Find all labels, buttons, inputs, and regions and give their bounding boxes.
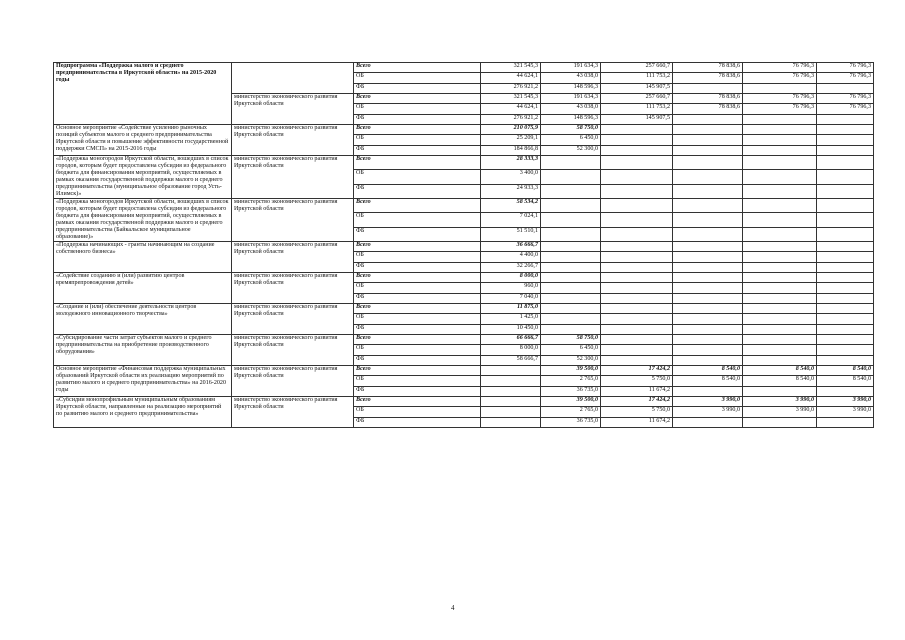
value-cell — [541, 156, 601, 170]
value-cell — [673, 84, 743, 94]
value-cell — [673, 125, 743, 135]
value-cell — [743, 212, 817, 227]
value-cell — [541, 242, 601, 252]
value-cell: 78 838,6 — [673, 94, 743, 104]
value-cell: 3 990,0 — [743, 397, 817, 407]
value-cell — [743, 273, 817, 283]
executor-name: министерство экономического развития Иркутской области — [232, 199, 354, 242]
value-cell — [481, 366, 541, 376]
value-cell — [743, 228, 817, 242]
value-cell: 148 596,3 — [541, 84, 601, 94]
value-cell: 51 510,1 — [481, 228, 541, 242]
value-cell: 3 400,0 — [481, 169, 541, 184]
total-label: Всего — [354, 335, 481, 345]
federal-budget-label: ФБ — [354, 228, 481, 242]
total-label: Всего — [354, 63, 481, 73]
total-label: Всего — [354, 304, 481, 314]
value-cell: 58 666,7 — [481, 356, 541, 366]
table-row — [54, 335, 874, 345]
program-name: «Поддержка моногородов Иркутской области, вошедших в список городов, которым будет предоставлена субсидия из федерального бюджета для финансирования мероприятий, осуществляемых в рамках оказания государственной поддержки малого и среднего предпринимательства (Байкальское муниципальное образование)» — [54, 199, 232, 242]
value-cell — [481, 407, 541, 418]
value-cell: 44 624,1 — [481, 73, 541, 84]
value-cell — [817, 356, 874, 366]
regional-budget-label: ОБ — [354, 73, 481, 84]
value-cell: 4 400,0 — [481, 252, 541, 263]
value-cell — [817, 156, 874, 170]
value-cell — [601, 356, 673, 366]
value-cell — [541, 304, 601, 314]
total-label: Всего — [354, 156, 481, 170]
value-cell — [541, 199, 601, 213]
value-cell: 36 735,0 — [541, 387, 601, 397]
value-cell — [601, 169, 673, 184]
value-cell — [817, 345, 874, 356]
value-cell: 8 540,0 — [817, 376, 874, 387]
value-cell: 321 545,3 — [481, 63, 541, 73]
value-cell: 145 907,5 — [601, 84, 673, 94]
table-row — [54, 366, 874, 376]
regional-budget-label: ОБ — [354, 407, 481, 418]
value-cell — [743, 283, 817, 294]
total-label: Всего — [354, 366, 481, 376]
value-cell: 36 735,0 — [541, 418, 601, 428]
table-row — [54, 156, 874, 170]
program-name: «Создание и (или) обеспечение деятельности центров молодежного инновационного творчества» — [54, 304, 232, 335]
value-cell — [817, 242, 874, 252]
value-cell: 76 796,3 — [743, 63, 817, 73]
value-cell — [673, 294, 743, 304]
program-name: «Субсидирование части затрат субъектов малого и среднего предпринимательства на приобретение производственного оборудования» — [54, 335, 232, 366]
value-cell — [673, 169, 743, 184]
value-cell — [817, 115, 874, 125]
value-cell: 191 634,3 — [541, 63, 601, 73]
value-cell: 145 907,5 — [601, 115, 673, 125]
table-row — [54, 125, 874, 135]
value-cell: 76 796,3 — [817, 104, 874, 115]
table-row — [54, 304, 874, 314]
value-cell — [601, 252, 673, 263]
value-cell: 5 750,0 — [601, 407, 673, 418]
value-cell: 25 209,1 — [481, 135, 541, 146]
value-cell — [817, 125, 874, 135]
value-cell — [673, 273, 743, 283]
value-cell: 8 000,0 — [481, 345, 541, 356]
value-cell: 39 500,0 — [541, 397, 601, 407]
value-cell — [743, 252, 817, 263]
executor-name: министерство экономического развития Иркутской области — [232, 125, 354, 156]
federal-budget-label: ФБ — [354, 325, 481, 335]
value-cell: 111 753,2 — [601, 73, 673, 84]
value-cell: 7 024,1 — [481, 212, 541, 227]
value-cell — [817, 228, 874, 242]
value-cell — [743, 185, 817, 199]
value-cell — [743, 135, 817, 146]
regional-budget-label: ОБ — [354, 376, 481, 387]
program-name: Подпрограмма «Поддержка малого и среднего предпринимательства в Иркутской области» на 2015-2020 годы — [54, 63, 232, 125]
value-cell — [541, 314, 601, 325]
value-cell — [673, 283, 743, 294]
value-cell: 8 540,0 — [743, 376, 817, 387]
value-cell: 8 540,0 — [817, 366, 874, 376]
value-cell — [817, 212, 874, 227]
table-row — [54, 273, 874, 283]
value-cell: 28 333,3 — [481, 156, 541, 170]
value-cell — [743, 304, 817, 314]
total-label: Всего — [354, 125, 481, 135]
value-cell — [601, 345, 673, 356]
value-cell — [817, 418, 874, 428]
regional-budget-label: ОБ — [354, 104, 481, 115]
executor-name: министерство экономического развития Иркутской области — [232, 304, 354, 335]
value-cell: 78 838,6 — [673, 104, 743, 115]
value-cell — [481, 397, 541, 407]
executor-name: министерство экономического развития Иркутской области — [232, 242, 354, 273]
value-cell — [743, 294, 817, 304]
value-cell: 3 990,0 — [743, 407, 817, 418]
value-cell: 11 875,0 — [481, 304, 541, 314]
value-cell — [743, 325, 817, 335]
value-cell: 2 765,0 — [541, 407, 601, 418]
value-cell — [743, 314, 817, 325]
value-cell: 66 666,7 — [481, 335, 541, 345]
value-cell: 960,0 — [481, 283, 541, 294]
value-cell — [817, 325, 874, 335]
value-cell — [481, 376, 541, 387]
value-cell — [673, 325, 743, 335]
value-cell: 3 990,0 — [817, 397, 874, 407]
program-name: «Поддержка моногородов Иркутской области, вошедших в список городов, которым будет предоставлена субсидия из федерального бюджета для финансирования мероприятий, осуществляемых в рамках оказания государственной поддержки малого и среднего предпринимательства (муниципальное образование город Усть-Илимск)» — [54, 156, 232, 199]
federal-budget-label: ФБ — [354, 387, 481, 397]
value-cell: 7 040,0 — [481, 294, 541, 304]
value-cell: 6 450,0 — [541, 135, 601, 146]
regional-budget-label: ОБ — [354, 212, 481, 227]
budget-table — [53, 62, 874, 428]
executor-name: министерство экономического развития Иркутской области — [232, 335, 354, 366]
value-cell — [541, 294, 601, 304]
value-cell: 76 796,3 — [817, 63, 874, 73]
value-cell: 58 534,2 — [481, 199, 541, 213]
value-cell — [673, 185, 743, 199]
value-cell: 191 634,3 — [541, 94, 601, 104]
executor-name: министерство экономического развития Иркутской области — [232, 366, 354, 397]
value-cell: 43 038,0 — [541, 104, 601, 115]
value-cell: 1 425,0 — [481, 314, 541, 325]
value-cell: 257 660,7 — [601, 94, 673, 104]
value-cell: 17 424,2 — [601, 397, 673, 407]
value-cell: 76 796,3 — [743, 94, 817, 104]
value-cell — [601, 263, 673, 273]
total-label: Всего — [354, 94, 481, 104]
value-cell: 257 660,7 — [601, 63, 673, 73]
value-cell — [673, 263, 743, 273]
table-row — [54, 63, 874, 73]
value-cell: 8 540,0 — [743, 366, 817, 376]
value-cell — [601, 125, 673, 135]
value-cell: 44 624,1 — [481, 104, 541, 115]
value-cell: 52 300,0 — [541, 356, 601, 366]
value-cell — [601, 212, 673, 227]
program-name: Основное мероприятие «Содействие усилению рыночных позиций субъектов малого и среднего предпринимательства Иркутской области и повышение эффективности государственной поддержки СМСП» на 2015-2016 годы — [54, 125, 232, 156]
value-cell — [601, 135, 673, 146]
value-cell — [541, 212, 601, 227]
value-cell: 52 300,0 — [541, 146, 601, 156]
federal-budget-label: ФБ — [354, 418, 481, 428]
value-cell: 78 838,6 — [673, 73, 743, 84]
value-cell — [481, 418, 541, 428]
table-row — [54, 242, 874, 252]
value-cell: 11 674,2 — [601, 418, 673, 428]
federal-budget-label: ФБ — [354, 294, 481, 304]
value-cell — [601, 283, 673, 294]
value-cell — [601, 273, 673, 283]
value-cell — [541, 228, 601, 242]
regional-budget-label: ОБ — [354, 252, 481, 263]
value-cell — [673, 135, 743, 146]
federal-budget-label: ФБ — [354, 84, 481, 94]
value-cell: 276 921,2 — [481, 115, 541, 125]
program-name: Основное мероприятие «Финансовая поддержка муниципальных образований Иркутской области их реализацию мероприятий по развитию малого и среднего предпринимательства» на 2016-2020 годы — [54, 366, 232, 397]
value-cell — [541, 185, 601, 199]
value-cell — [541, 252, 601, 263]
executor-name — [232, 63, 354, 94]
value-cell — [817, 335, 874, 345]
value-cell — [817, 314, 874, 325]
value-cell — [817, 146, 874, 156]
value-cell — [673, 212, 743, 227]
value-cell: 43 038,0 — [541, 73, 601, 84]
value-cell — [817, 304, 874, 314]
value-cell — [673, 199, 743, 213]
value-cell — [673, 335, 743, 345]
executor-name: министерство экономического развития Иркутской области — [232, 156, 354, 199]
value-cell: 6 450,0 — [541, 345, 601, 356]
value-cell — [601, 228, 673, 242]
value-cell: 76 796,3 — [743, 104, 817, 115]
value-cell — [743, 84, 817, 94]
total-label: Всего — [354, 242, 481, 252]
value-cell — [817, 263, 874, 273]
value-cell: 8 540,0 — [673, 366, 743, 376]
program-name: «Субсидии монопрофильным муниципальным образованиям Иркутской области, направленные на реализацию мероприятий по развитию малого и среднего предпринимательства» — [54, 397, 232, 428]
value-cell: 3 990,0 — [673, 407, 743, 418]
value-cell: 11 674,2 — [601, 387, 673, 397]
value-cell — [743, 387, 817, 397]
value-cell: 111 753,2 — [601, 104, 673, 115]
page-number: 4 — [451, 604, 455, 612]
value-cell: 5 750,0 — [601, 376, 673, 387]
value-cell: 276 921,2 — [481, 84, 541, 94]
value-cell: 36 666,7 — [481, 242, 541, 252]
value-cell — [817, 169, 874, 184]
value-cell: 321 545,3 — [481, 94, 541, 104]
value-cell — [541, 283, 601, 294]
value-cell — [673, 345, 743, 356]
value-cell — [817, 84, 874, 94]
value-cell: 76 796,3 — [743, 73, 817, 84]
table-row — [54, 199, 874, 213]
value-cell — [673, 356, 743, 366]
value-cell — [541, 325, 601, 335]
value-cell — [673, 314, 743, 325]
value-cell — [817, 387, 874, 397]
value-cell: 24 933,3 — [481, 185, 541, 199]
federal-budget-label: ФБ — [354, 185, 481, 199]
value-cell — [743, 169, 817, 184]
executor-name: министерство экономического развития Иркутской области — [232, 397, 354, 428]
value-cell — [743, 199, 817, 213]
value-cell — [743, 115, 817, 125]
value-cell — [743, 356, 817, 366]
value-cell — [673, 146, 743, 156]
federal-budget-label: ФБ — [354, 115, 481, 125]
value-cell — [673, 115, 743, 125]
federal-budget-label: ФБ — [354, 263, 481, 273]
program-name: «Содействие созданию и (или) развитию центров времяпрепровождения детей» — [54, 273, 232, 304]
value-cell — [817, 135, 874, 146]
value-cell — [673, 304, 743, 314]
value-cell: 39 500,0 — [541, 366, 601, 376]
value-cell — [601, 185, 673, 199]
value-cell — [743, 335, 817, 345]
executor-name: министерство экономического развития Иркутской области — [232, 273, 354, 304]
value-cell — [601, 146, 673, 156]
value-cell — [601, 335, 673, 345]
value-cell — [673, 252, 743, 263]
value-cell: 3 990,0 — [673, 397, 743, 407]
total-label: Всего — [354, 397, 481, 407]
value-cell: 10 450,0 — [481, 325, 541, 335]
value-cell — [601, 156, 673, 170]
value-cell: 184 866,8 — [481, 146, 541, 156]
value-cell — [817, 252, 874, 263]
value-cell — [601, 314, 673, 325]
value-cell: 148 596,3 — [541, 115, 601, 125]
value-cell — [601, 199, 673, 213]
value-cell — [601, 325, 673, 335]
executor-name: министерство экономического развития Иркутской области — [232, 94, 354, 125]
value-cell — [601, 294, 673, 304]
value-cell — [817, 185, 874, 199]
value-cell — [817, 294, 874, 304]
table-row — [54, 397, 874, 407]
regional-budget-label: ОБ — [354, 283, 481, 294]
value-cell — [743, 156, 817, 170]
value-cell: 32 266,7 — [481, 263, 541, 273]
value-cell — [541, 169, 601, 184]
regional-budget-label: ОБ — [354, 314, 481, 325]
value-cell — [743, 263, 817, 273]
value-cell — [673, 228, 743, 242]
value-cell — [541, 263, 601, 273]
regional-budget-label: ОБ — [354, 345, 481, 356]
value-cell: 2 765,0 — [541, 376, 601, 387]
value-cell: 17 424,2 — [601, 366, 673, 376]
value-cell: 3 990,0 — [817, 407, 874, 418]
value-cell: 210 075,9 — [481, 125, 541, 135]
federal-budget-label: ФБ — [354, 356, 481, 366]
federal-budget-label: ФБ — [354, 146, 481, 156]
value-cell — [673, 387, 743, 397]
value-cell — [817, 283, 874, 294]
value-cell: 8 540,0 — [673, 376, 743, 387]
value-cell — [673, 156, 743, 170]
value-cell — [817, 273, 874, 283]
total-label: Всего — [354, 199, 481, 213]
value-cell — [481, 387, 541, 397]
total-label: Всего — [354, 273, 481, 283]
value-cell: 58 750,0 — [541, 125, 601, 135]
value-cell — [673, 418, 743, 428]
value-cell: 8 000,0 — [481, 273, 541, 283]
value-cell — [601, 304, 673, 314]
value-cell — [673, 242, 743, 252]
value-cell — [601, 242, 673, 252]
value-cell: 76 796,3 — [817, 73, 874, 84]
value-cell — [541, 273, 601, 283]
value-cell: 58 750,0 — [541, 335, 601, 345]
value-cell — [743, 242, 817, 252]
value-cell — [743, 146, 817, 156]
value-cell: 76 796,3 — [817, 94, 874, 104]
value-cell — [817, 199, 874, 213]
value-cell: 78 838,6 — [673, 63, 743, 73]
program-name: «Поддержка начинающих - гранты начинающим на создание собственного бизнеса» — [54, 242, 232, 273]
regional-budget-label: ОБ — [354, 135, 481, 146]
value-cell — [743, 125, 817, 135]
value-cell — [743, 418, 817, 428]
value-cell — [743, 345, 817, 356]
regional-budget-label: ОБ — [354, 169, 481, 184]
